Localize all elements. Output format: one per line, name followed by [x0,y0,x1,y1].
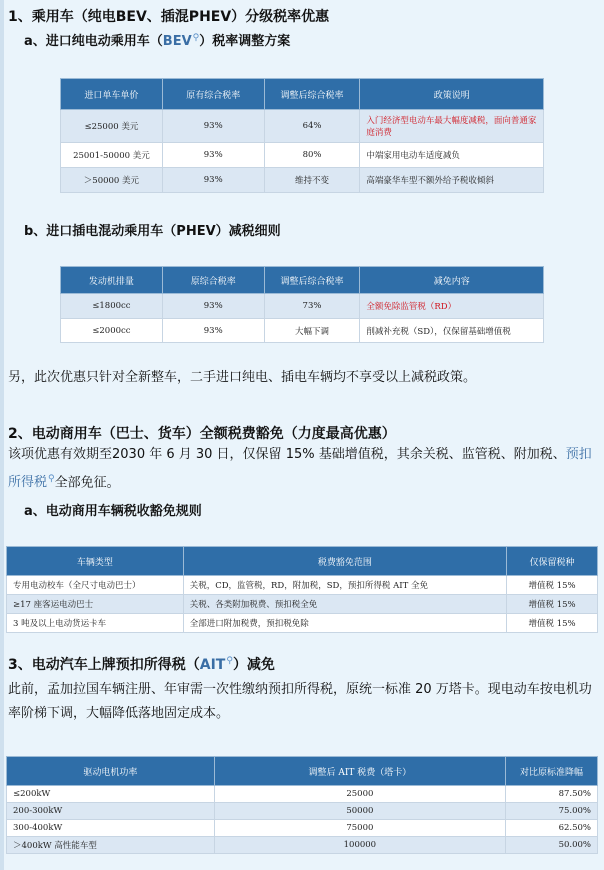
table-row [7,837,598,854]
table-header: 政策说明 [360,79,544,110]
table-cell: 25001-50000 美元 [61,143,163,168]
table-cell: 关税、各类附加税费、预扣税全免 [183,595,506,614]
phev-tax-table [60,266,544,343]
bev-link-text: BEV [162,34,192,49]
table-cell: 75.00% [506,803,598,820]
table-cell-highlight: 全额免除监管税（RD） [360,294,544,319]
magnifier-icon: ⚲ [226,656,233,667]
bev-tax-table [60,78,544,193]
table-cell: ≤1800cc [61,294,163,319]
table-cell: 73% [264,294,360,319]
table-cell: ＞50000 美元 [61,168,163,193]
table-header: 发动机排量 [61,267,163,294]
section-2-paragraph-prefix: 该项优惠有效期至2030 年 6 月 30 日，仅保留 15% 基础增值税，其余关税、监管税、附加税、 [8,447,566,462]
table-cell: 专用电动校车（全尺寸电动巴士） [7,576,184,595]
table-row [61,168,544,193]
ait-power-tier-table [6,756,598,854]
table-cell: ＞400kW 高性能车型 [7,837,215,854]
magnifier-icon: ⚲ [192,32,200,43]
table-cell: 全部进口附加税费，预扣税免除 [183,614,506,633]
table-header: 仅保留税种 [507,547,598,576]
ait-link[interactable] [200,657,233,673]
table-cell: 50.00% [506,837,598,854]
table-cell: 增值税 15% [507,595,598,614]
table-header: 对比原标准降幅 [506,757,598,786]
table-row [7,595,598,614]
table-cell: 93% [162,168,264,193]
table-row [7,786,598,803]
table-cell: 增值税 15% [507,614,598,633]
table-cell: 62.50% [506,820,598,837]
table-cell: 削减补充税（SD），仅保留基础增值税 [360,319,544,343]
section-1-title: 1、乘用车（纯电BEV、插混PHEV）分级税率优惠 [8,9,330,25]
table-cell: 100000 [214,837,505,854]
table-header: 进口单车单价 [61,79,163,110]
section-2-title: 2、电动商用车（巴士、货车）全额税费豁免（力度最高优惠） [8,426,396,442]
table-cell: 维持不变 [264,168,360,193]
table-header: 调整后综合税率 [264,267,360,294]
table-cell: 中端家用电动车适度减负 [360,143,544,168]
withholding-tax-link-text: 预扣所得税 [8,447,592,491]
table-cell: ≤2000cc [61,319,163,343]
section-1a-title-prefix: a、进口纯电动乘用车（ [24,34,163,49]
table-cell: 75000 [214,820,505,837]
table-row [7,576,598,595]
left-accent-bar [0,0,4,870]
table-header: 调整后 AIT 税费（塔卡） [214,757,505,786]
table-cell: 关税，CD，监管税，RD，附加税，SD，预扣所得税 AIT 全免 [183,576,506,595]
bev-link[interactable] [163,34,199,49]
table-cell: 50000 [214,803,505,820]
table-header: 调整后综合税率 [264,79,360,110]
magnifier-icon: ⚲ [48,474,55,484]
table-cell-highlight: 入门经济型电动车最大幅度减税，面向普通家庭消费 [360,110,544,143]
table-cell: ≤25000 美元 [61,110,163,143]
table-cell: 93% [162,110,264,143]
section-3-title-suffix: ）减免 [232,657,275,673]
table-cell: 64% [264,110,360,143]
table-cell: 增值税 15% [507,576,598,595]
table-row [7,820,598,837]
ait-link-text: AIT [199,657,226,673]
table-cell: 80% [264,143,360,168]
section-3-title-prefix: 3、电动汽车上牌预扣所得税（ [8,657,200,673]
table-header: 原综合税率 [162,267,264,294]
table-header: 驱动电机功率 [7,757,215,786]
used-vehicle-note: 另，此次优惠只针对全新整车，二手进口纯电、插电车辆均不享受以上减税政策。 [8,370,477,385]
table-cell: ≤200kW [7,786,215,803]
table-row [61,143,544,168]
table-cell: 3 吨及以上电动货运卡车 [7,614,184,633]
table-header: 减免内容 [360,267,544,294]
section-2a-title: a、电动商用车辆税收豁免规则 [24,504,202,519]
table-cell: 300-400kW [7,820,215,837]
table-row [7,803,598,820]
table-cell: 87.50% [506,786,598,803]
table-row [61,319,544,343]
table-row [61,294,544,319]
section-1a-title [24,30,290,49]
table-header: 税费豁免范围 [183,547,506,576]
table-cell: 大幅下调 [264,319,360,343]
table-cell: 93% [162,294,264,319]
table-cell: 93% [162,319,264,343]
table-row [7,614,598,633]
table-header: 车辆类型 [7,547,184,576]
table-cell: 200-300kW [7,803,215,820]
table-cell: 93% [162,143,264,168]
section-2-paragraph-suffix: 全部免征。 [54,475,120,491]
table-header: 原有综合税率 [162,79,264,110]
table-row [61,110,544,143]
commercial-ev-exemption-table [6,546,598,633]
section-3-title [8,654,275,674]
section-3-paragraph: 此前，孟加拉国车辆注册、年审需一次性缴纳预扣所得税，原统一标准 20 万塔卡。现电动车按电机功率阶梯下调，大幅降低落地固定成本。 [8,682,592,721]
table-cell: 高端豪华车型不额外给予税收倾斜 [360,168,544,193]
table-cell: ≥17 座客运电动巴士 [7,595,184,614]
table-cell: 25000 [214,786,505,803]
section-2-paragraph [8,443,598,495]
section-1a-title-suffix: ）税率调整方案 [199,34,291,49]
section-1b-title: b、进口插电混动乘用车（PHEV）减税细则 [24,224,281,239]
